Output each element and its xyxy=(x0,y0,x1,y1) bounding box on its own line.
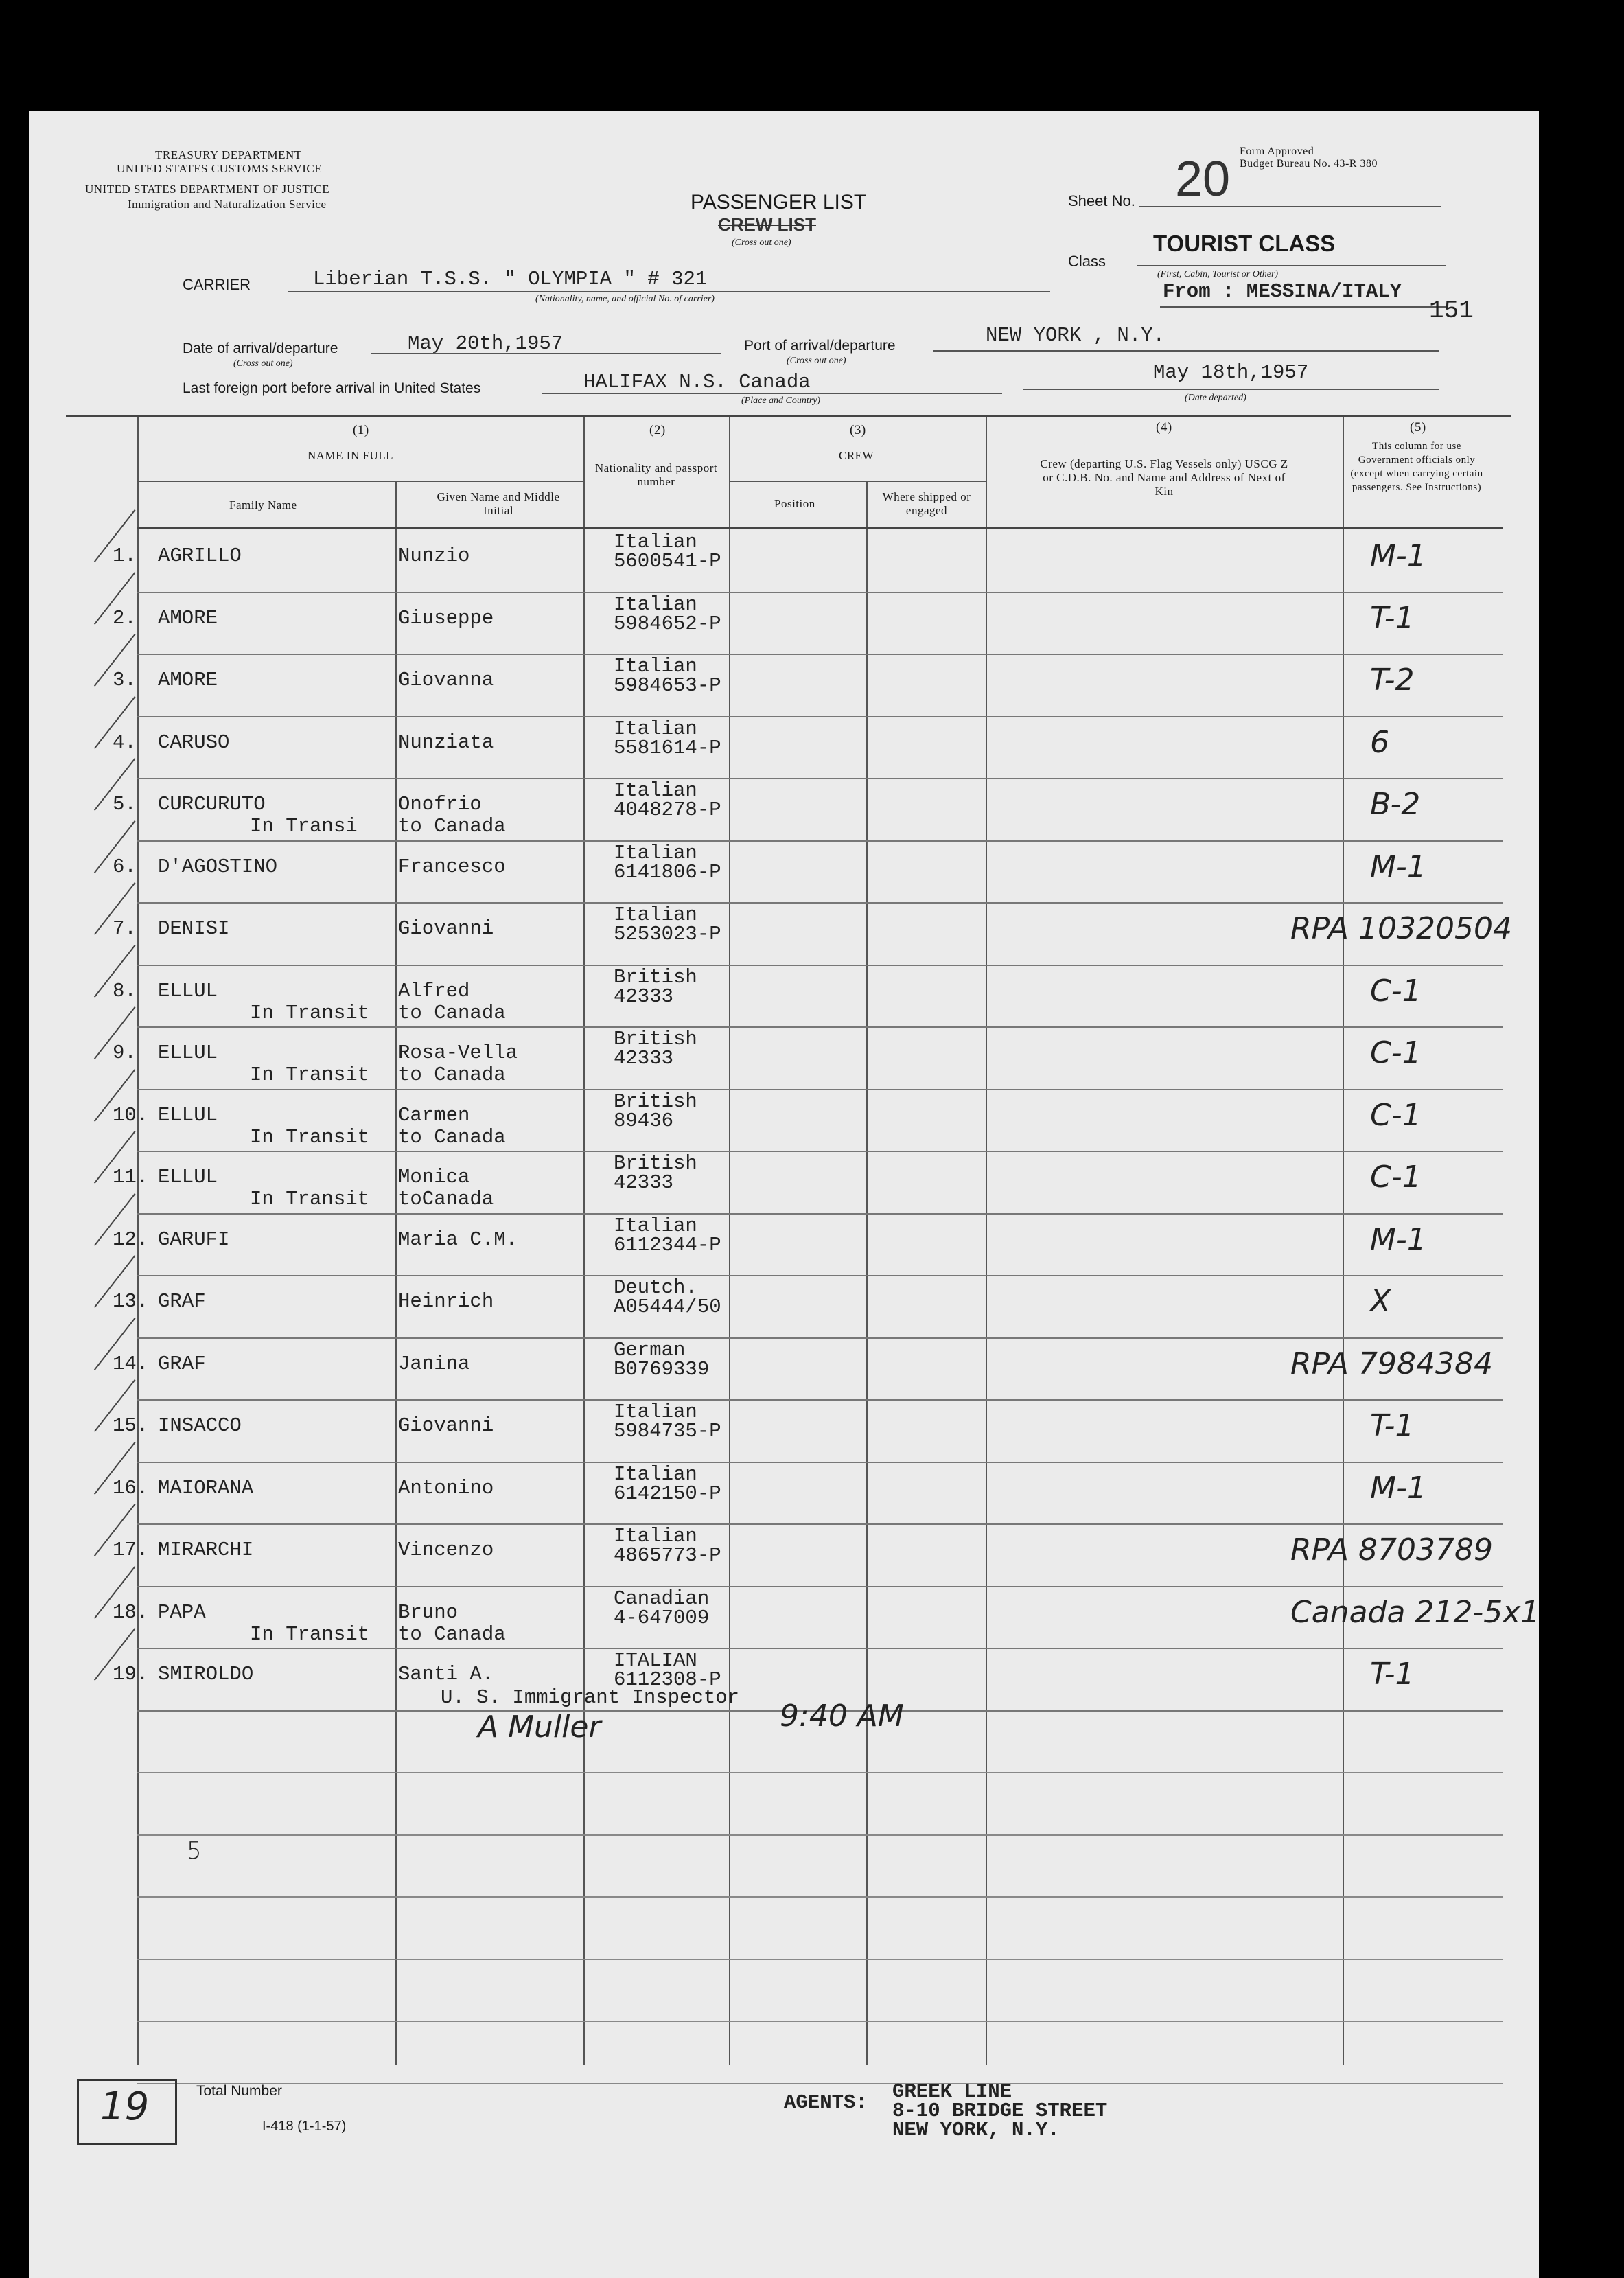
where-shipped-heading: Where shipped or engaged xyxy=(882,490,971,517)
inspector-label: U. S. Immigrant Inspector xyxy=(441,1686,740,1709)
table-row xyxy=(0,779,1624,840)
form-number: I-418 (1-1-57) xyxy=(262,2119,347,2134)
passport-number: 89436 xyxy=(614,1109,674,1132)
empty-row-rule xyxy=(137,1834,1503,1836)
table-row xyxy=(0,592,1624,654)
carrier-value: Liberian T.S.S. " OLYMPIA " # 321 xyxy=(313,268,708,290)
nationality: British xyxy=(614,1028,697,1050)
agency-line-3: UNITED STATES DEPARTMENT OF JUSTICE xyxy=(85,183,330,196)
arrival-port-value: NEW YORK , N.Y. xyxy=(986,324,1165,347)
passport-number: 5581614-P xyxy=(614,736,721,759)
government-mark: RPA 8703789 xyxy=(1290,1532,1493,1567)
family-name: GRAF xyxy=(158,1352,206,1375)
transit-note: In Transit xyxy=(250,1125,370,1149)
arrival-port-rule xyxy=(933,350,1439,352)
nationality: Italian xyxy=(614,717,697,740)
nationality: Italian xyxy=(614,1214,697,1237)
last-port-caption: (Place and Country) xyxy=(741,395,821,406)
table-row xyxy=(0,530,1624,592)
carrier-caption: (Nationality, name, and official No. of carrier) xyxy=(535,294,715,304)
family-name-heading: Family Name xyxy=(229,498,297,511)
nationality: Italian xyxy=(614,1401,697,1423)
transit-note: In Transit xyxy=(250,1622,370,1646)
transit-note: In Transi xyxy=(250,815,358,838)
passport-number: 42333 xyxy=(614,985,674,1008)
row-number: 2. xyxy=(113,606,137,630)
row-number: 8. xyxy=(113,979,137,1002)
passport-number: 4-647009 xyxy=(614,1606,710,1629)
government-mark: RPA 10320504 xyxy=(1290,911,1512,946)
transit-destination: to Canada xyxy=(398,1125,506,1149)
government-mark: X xyxy=(1370,1284,1391,1319)
given-name: Alfred xyxy=(398,979,470,1002)
table-row xyxy=(0,1151,1624,1213)
given-name: Heinrich xyxy=(398,1290,494,1313)
given-name-heading: Given Name and Middle Initial xyxy=(437,490,560,517)
family-name: AMORE xyxy=(158,606,218,630)
from-rule xyxy=(1160,306,1448,308)
government-use-heading: This column for use Government officials only (except when carrying certain passengers. See Instructions) xyxy=(1350,441,1483,493)
crew-kin-heading: Crew (departing U.S. Flag Vessels only) USCG Z or C.D.B. No. and Name and Address of Next of Kin xyxy=(1040,457,1288,498)
given-name: Carmen xyxy=(398,1103,470,1127)
passport-number: 5253023-P xyxy=(614,923,721,945)
given-name: Nunzio xyxy=(398,544,470,567)
family-name: ELLUL xyxy=(158,1103,218,1127)
table-row xyxy=(0,1338,1624,1400)
table-row xyxy=(0,1462,1624,1524)
passport-number: 4048278-P xyxy=(614,798,721,821)
nationality: Italian xyxy=(614,592,697,616)
government-mark: C-1 xyxy=(1370,973,1422,1009)
transit-destination: to Canada xyxy=(398,1622,506,1646)
sheet-label: Sheet No. xyxy=(1068,192,1135,209)
header-bottom-rule xyxy=(137,527,1503,529)
table-row xyxy=(0,965,1624,1027)
row-number: 15. xyxy=(113,1414,149,1437)
nationality: Italian xyxy=(614,779,697,802)
sheet-rule xyxy=(1139,206,1441,207)
agent-line-3: NEW YORK, N.Y. xyxy=(892,2119,1060,2141)
class-caption: (First, Cabin, Tourist or Other) xyxy=(1157,269,1279,279)
nationality: British xyxy=(614,965,697,989)
date-departed-rule xyxy=(1023,389,1439,390)
government-mark: M-1 xyxy=(1370,849,1426,884)
last-port-label: Last foreign port before arrival in United States xyxy=(183,380,481,396)
row-number: 11. xyxy=(113,1166,149,1188)
passport-number: 4865773-P xyxy=(614,1544,721,1567)
row-number: 12. xyxy=(113,1228,149,1251)
family-name: MAIORANA xyxy=(158,1476,254,1499)
given-name: Giuseppe xyxy=(398,606,494,630)
government-mark: B-2 xyxy=(1370,787,1421,822)
arrival-port-cross-note: (Cross out one) xyxy=(787,356,846,366)
col1-sub-rule xyxy=(137,481,583,482)
row-number: 18. xyxy=(113,1600,149,1624)
arrival-port-label: Port of arrival/departure xyxy=(744,338,896,354)
row-number: 14. xyxy=(113,1352,149,1375)
page-stamp: 151 xyxy=(1429,297,1474,325)
stray-mark: 5 xyxy=(187,1837,202,1865)
given-name: Giovanni xyxy=(398,1414,494,1437)
given-name: Bruno xyxy=(398,1600,459,1624)
crew-heading: CREW xyxy=(839,449,874,462)
agents-label: AGENTS: xyxy=(784,2091,868,2114)
agency-line-4: Immigration and Naturalization Service xyxy=(128,198,327,211)
government-mark: T-1 xyxy=(1370,600,1415,636)
family-name: AMORE xyxy=(158,669,218,691)
table-row xyxy=(0,1524,1624,1586)
arrival-date-label: Date of arrival/departure xyxy=(183,341,338,356)
carrier-rule xyxy=(288,291,1050,292)
given-name: Vincenzo xyxy=(398,1539,494,1561)
family-name: SMIROLDO xyxy=(158,1663,254,1686)
empty-row-rule xyxy=(137,1772,1503,1773)
row-number: 6. xyxy=(113,855,137,878)
nationality-heading: Nationality and passport number xyxy=(594,461,718,488)
given-name: Maria C.M. xyxy=(398,1228,518,1251)
transit-destination: to Canada xyxy=(398,815,506,838)
passport-number: 6112308-P xyxy=(614,1668,721,1691)
given-name: Nunziata xyxy=(398,730,494,754)
passport-number: 5600541-P xyxy=(614,550,721,573)
nationality: British xyxy=(614,1152,697,1175)
given-name: Francesco xyxy=(398,855,506,878)
arrival-date-value: May 20th,1957 xyxy=(408,332,564,355)
nationality: Canadian xyxy=(614,1587,710,1610)
arrival-date-cross-note: (Cross out one) xyxy=(233,358,293,369)
table-row xyxy=(0,1027,1624,1089)
family-name: PAPA xyxy=(158,1600,206,1624)
given-name: Janina xyxy=(398,1352,470,1375)
form-title: PASSENGER LIST xyxy=(691,191,867,214)
government-mark: Canada 212-5x1 xyxy=(1290,1594,1540,1630)
agent-line-2: 8-10 BRIDGE STREET xyxy=(892,2099,1108,2122)
nationality: Italian xyxy=(614,904,697,926)
carrier-label: CARRIER xyxy=(183,276,251,293)
nationality: German xyxy=(614,1338,686,1361)
row-number: 10. xyxy=(113,1103,149,1127)
last-port-rule xyxy=(542,393,1002,394)
empty-row-rule xyxy=(137,2021,1503,2022)
given-name: Giovanni xyxy=(398,917,494,940)
nationality: Italian xyxy=(614,531,697,553)
passport-number: A05444/50 xyxy=(614,1296,721,1318)
nationality: British xyxy=(614,1090,697,1113)
row-number: 9. xyxy=(113,1042,137,1064)
family-name: CURCURUTO xyxy=(158,793,266,816)
nationality: Italian xyxy=(614,1525,697,1548)
government-mark: M-1 xyxy=(1370,1221,1426,1257)
given-name: Santi A. xyxy=(398,1663,494,1686)
table-row xyxy=(0,841,1624,903)
family-name: ELLUL xyxy=(158,1166,218,1188)
given-name: Antonino xyxy=(398,1476,494,1499)
class-label: Class xyxy=(1068,253,1106,270)
empty-row-rule xyxy=(137,2083,1503,2084)
government-mark: C-1 xyxy=(1370,1160,1422,1195)
family-name: GRAF xyxy=(158,1290,206,1313)
government-mark: T-1 xyxy=(1370,1657,1415,1692)
passport-number: 42333 xyxy=(614,1171,674,1194)
arrival-date-rule xyxy=(371,353,721,354)
last-port-value: HALIFAX N.S. Canada xyxy=(583,371,811,393)
government-mark: RPA 7984384 xyxy=(1290,1346,1493,1381)
table-row xyxy=(0,654,1624,716)
form-approved: Form Approved xyxy=(1240,146,1314,157)
passport-number: B0769339 xyxy=(614,1357,710,1381)
government-mark: 6 xyxy=(1370,724,1389,760)
position-heading: Position xyxy=(774,497,815,510)
sheet-number: 20 xyxy=(1175,152,1231,207)
given-name: Giovanna xyxy=(398,669,494,691)
family-name: AGRILLO xyxy=(158,544,242,567)
arrival-time: 9:40 AM xyxy=(780,1699,904,1734)
transit-note: In Transit xyxy=(250,1188,370,1210)
family-name: D'AGOSTINO xyxy=(158,855,278,878)
row-number: 13. xyxy=(113,1290,149,1313)
row-number: 4. xyxy=(113,730,137,754)
table-top-rule xyxy=(66,415,1511,417)
agency-line-2: UNITED STATES CUSTOMS SERVICE xyxy=(117,162,323,175)
row-number: 7. xyxy=(113,917,137,940)
passport-number: 5984652-P xyxy=(614,612,721,635)
table-row xyxy=(0,903,1624,965)
nationality: Deutch. xyxy=(614,1276,697,1299)
col2-number: (2) xyxy=(649,423,666,437)
nationality: Italian xyxy=(614,841,697,864)
family-name: DENISI xyxy=(158,917,230,940)
col5-number: (5) xyxy=(1410,420,1426,435)
table-row xyxy=(0,1276,1624,1337)
col3-sub-rule xyxy=(729,481,986,482)
col1-title: NAME IN FULL xyxy=(308,449,393,462)
family-name: CARUSO xyxy=(158,730,230,754)
title-cross-out-note: (Cross out one) xyxy=(732,238,791,248)
total-number-label: Total Number xyxy=(196,2083,282,2099)
inspector-signature: A Muller xyxy=(478,1710,601,1745)
government-mark: C-1 xyxy=(1370,1035,1422,1070)
nationality: Italian xyxy=(614,655,697,678)
row-number: 17. xyxy=(113,1539,149,1561)
nationality: ITALIAN xyxy=(614,1649,697,1672)
date-departed-value: May 18th,1957 xyxy=(1153,361,1309,384)
row-number: 3. xyxy=(113,669,137,691)
transit-note: In Transit xyxy=(250,1001,370,1024)
table-row xyxy=(0,1214,1624,1276)
transit-destination: to Canada xyxy=(398,1063,506,1086)
given-name: Rosa-Vella xyxy=(398,1042,518,1064)
agent-line-1: GREEK LINE xyxy=(892,2080,1012,2103)
agency-line-1: TREASURY DEPARTMENT xyxy=(155,148,302,161)
class-value: TOURIST CLASS xyxy=(1153,231,1336,256)
family-name: ELLUL xyxy=(158,979,218,1002)
empty-row-rule xyxy=(137,1896,1503,1898)
col4-number: (4) xyxy=(1156,420,1172,435)
transit-destination: toCanada xyxy=(398,1188,494,1210)
family-name: ELLUL xyxy=(158,1042,218,1064)
passport-number: 6142150-P xyxy=(614,1482,721,1505)
total-number-value: 19 xyxy=(100,2084,150,2129)
table-row xyxy=(0,1400,1624,1462)
table-row xyxy=(0,1090,1624,1151)
government-mark: C-1 xyxy=(1370,1097,1422,1133)
given-name: Monica xyxy=(398,1166,470,1188)
transit-destination: to Canada xyxy=(398,1001,506,1024)
row-number: 16. xyxy=(113,1476,149,1499)
form-title-struck: CREW LIST xyxy=(718,214,816,235)
passport-number: 6141806-P xyxy=(614,860,721,884)
class-rule xyxy=(1137,265,1446,266)
government-mark: T-1 xyxy=(1370,1408,1415,1443)
empty-row-rule xyxy=(137,1959,1503,1960)
table-row xyxy=(0,1587,1624,1648)
row-number: 5. xyxy=(113,793,137,816)
passport-number: 6112344-P xyxy=(614,1233,721,1256)
passport-number: 42333 xyxy=(614,1047,674,1070)
government-mark: T-2 xyxy=(1370,663,1415,698)
nationality: Italian xyxy=(614,1462,697,1486)
table-row xyxy=(0,717,1624,779)
date-departed-caption: (Date departed) xyxy=(1185,393,1246,403)
budget-bureau: Budget Bureau No. 43-R 380 xyxy=(1240,158,1378,170)
given-name: Onofrio xyxy=(398,793,482,816)
government-mark: M-1 xyxy=(1370,538,1426,573)
family-name: GARUFI xyxy=(158,1228,230,1251)
transit-note: In Transit xyxy=(250,1063,370,1086)
row-number: 1. xyxy=(113,544,137,567)
col1-number: (1) xyxy=(353,423,369,437)
government-mark: M-1 xyxy=(1370,1470,1426,1506)
col3-number: (3) xyxy=(850,423,866,437)
from-port: From : MESSINA/ITALY xyxy=(1163,280,1402,303)
family-name: INSACCO xyxy=(158,1414,242,1437)
family-name: MIRARCHI xyxy=(158,1539,254,1561)
row-number: 19. xyxy=(113,1663,149,1686)
passport-number: 5984653-P xyxy=(614,674,721,697)
passport-number: 5984735-P xyxy=(614,1420,721,1442)
